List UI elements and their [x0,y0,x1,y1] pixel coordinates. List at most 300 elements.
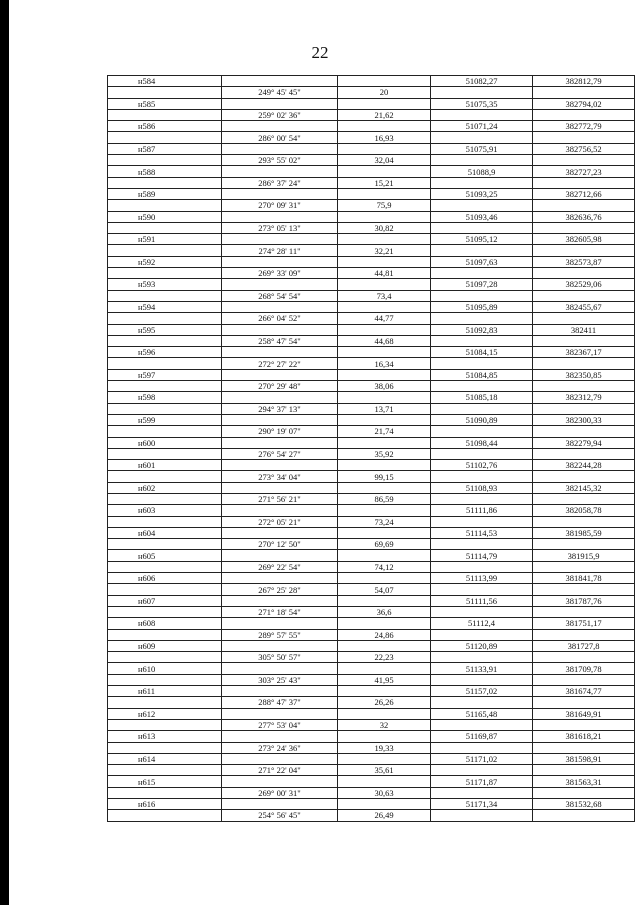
y-coordinate-cell: 381563,31 [533,776,635,787]
y-coordinate-cell [533,742,635,753]
direction-angle-cell: 303° 25' 43" [222,674,338,685]
direction-angle-cell: 258° 47' 54" [222,335,338,346]
point-row [108,505,635,516]
direction-angle-cell [222,686,338,697]
segment-row [108,765,635,776]
point-name-cell [108,787,222,798]
point-name-cell: н613 [108,731,222,742]
distance-cell [338,369,431,380]
point-name-cell: н614 [108,753,222,764]
direction-angle-cell: 271° 18' 54" [222,606,338,617]
segment-row [108,358,635,369]
distance-cell [338,527,431,538]
segment-row [108,674,635,685]
distance-cell [338,595,431,606]
distance-cell [338,347,431,358]
direction-angle-cell [222,527,338,538]
point-row [108,76,635,87]
y-coordinate-cell [533,810,635,821]
point-row [108,573,635,584]
distance-cell: 15,21 [338,177,431,188]
distance-cell: 16,34 [338,358,431,369]
x-coordinate-cell [431,697,533,708]
x-coordinate-cell [431,381,533,392]
point-name-cell [108,268,222,279]
distance-cell [338,776,431,787]
point-row [108,324,635,335]
point-name-cell [108,200,222,211]
x-coordinate-cell: 51085,18 [431,392,533,403]
y-coordinate-cell: 382350,85 [533,369,635,380]
x-coordinate-cell: 51111,86 [431,505,533,516]
point-row [108,121,635,132]
distance-cell [338,301,431,312]
point-row [108,143,635,154]
point-name-cell [108,403,222,414]
y-coordinate-cell: 382636,76 [533,211,635,222]
segment-row [108,177,635,188]
point-name-cell: н600 [108,437,222,448]
direction-angle-cell: 272° 05' 21" [222,516,338,527]
segment-row [108,87,635,98]
y-coordinate-cell [533,290,635,301]
direction-angle-cell: 266° 04' 52" [222,313,338,324]
point-row [108,708,635,719]
y-coordinate-cell: 381727,8 [533,640,635,651]
segment-row [108,313,635,324]
x-coordinate-cell [431,742,533,753]
x-coordinate-cell [431,471,533,482]
point-name-cell: н608 [108,618,222,629]
point-name-cell [108,810,222,821]
point-name-cell [108,87,222,98]
point-row [108,256,635,267]
point-name-cell: н610 [108,663,222,674]
direction-angle-cell [222,460,338,471]
direction-angle-cell [222,76,338,87]
y-coordinate-cell: 381598,91 [533,753,635,764]
y-coordinate-cell: 382312,79 [533,392,635,403]
x-coordinate-cell [431,87,533,98]
x-coordinate-cell [431,584,533,595]
point-row [108,776,635,787]
distance-cell [338,640,431,651]
distance-cell: 44,77 [338,313,431,324]
point-name-cell: н609 [108,640,222,651]
direction-angle-cell [222,573,338,584]
segment-row [108,245,635,256]
y-coordinate-cell [533,245,635,256]
distance-cell [338,618,431,629]
distance-cell [338,234,431,245]
distance-cell: 32 [338,719,431,730]
x-coordinate-cell: 51084,15 [431,347,533,358]
direction-angle-cell: 270° 12' 50" [222,539,338,550]
point-name-cell: н598 [108,392,222,403]
distance-cell: 86,59 [338,493,431,504]
point-row [108,753,635,764]
distance-cell [338,76,431,87]
direction-angle-cell: 270° 29' 48" [222,381,338,392]
y-coordinate-cell [533,335,635,346]
point-name-cell [108,719,222,730]
segment-row [108,539,635,550]
direction-angle-cell: 254° 56' 45" [222,810,338,821]
distance-cell [338,392,431,403]
y-coordinate-cell: 382772,79 [533,121,635,132]
direction-angle-cell [222,392,338,403]
x-coordinate-cell: 51082,27 [431,76,533,87]
direction-angle-cell: 267° 25' 28" [222,584,338,595]
point-name-cell [108,109,222,120]
direction-angle-cell [222,595,338,606]
distance-cell: 21,74 [338,426,431,437]
distance-cell [338,663,431,674]
distance-cell: 75,9 [338,200,431,211]
y-coordinate-cell: 382244,28 [533,460,635,471]
point-name-cell: н601 [108,460,222,471]
y-coordinate-cell [533,426,635,437]
y-coordinate-cell [533,516,635,527]
distance-cell [338,324,431,335]
distance-cell: 73,24 [338,516,431,527]
distance-cell: 26,26 [338,697,431,708]
y-coordinate-cell: 381915,9 [533,550,635,561]
direction-angle-cell: 273° 05' 13" [222,222,338,233]
y-coordinate-cell [533,719,635,730]
direction-angle-cell: 274° 28' 11" [222,245,338,256]
x-coordinate-cell [431,652,533,663]
direction-angle-cell: 289° 57' 55" [222,629,338,640]
x-coordinate-cell: 51075,35 [431,98,533,109]
y-coordinate-cell [533,697,635,708]
x-coordinate-cell [431,313,533,324]
point-name-cell: н592 [108,256,222,267]
x-coordinate-cell [431,222,533,233]
point-row [108,640,635,651]
distance-cell [338,211,431,222]
x-coordinate-cell [431,335,533,346]
x-coordinate-cell: 51095,89 [431,301,533,312]
direction-angle-cell: 272° 27' 22" [222,358,338,369]
segment-row [108,742,635,753]
direction-angle-cell [222,369,338,380]
distance-cell [338,460,431,471]
x-coordinate-cell [431,539,533,550]
distance-cell: 30,63 [338,787,431,798]
x-coordinate-cell: 51090,89 [431,414,533,425]
point-row [108,799,635,810]
point-row [108,392,635,403]
y-coordinate-cell [533,403,635,414]
point-name-cell: н595 [108,324,222,335]
distance-cell [338,482,431,493]
x-coordinate-cell: 51102,76 [431,460,533,471]
distance-cell: 22,23 [338,652,431,663]
segment-row [108,200,635,211]
x-coordinate-cell: 51092,83 [431,324,533,335]
x-coordinate-cell: 51088,9 [431,166,533,177]
segment-row [108,561,635,572]
coordinates-table-body [108,76,635,822]
direction-angle-cell: 286° 37' 24" [222,177,338,188]
direction-angle-cell: 270° 09' 31" [222,200,338,211]
distance-cell: 44,68 [338,335,431,346]
point-name-cell [108,358,222,369]
direction-angle-cell [222,301,338,312]
page-number: 22 [311,43,329,62]
x-coordinate-cell: 51093,46 [431,211,533,222]
direction-angle-cell: 286° 00' 54" [222,132,338,143]
distance-cell [338,505,431,516]
distance-cell: 41,95 [338,674,431,685]
point-row [108,460,635,471]
y-coordinate-cell [533,381,635,392]
direction-angle-cell: 273° 24' 36" [222,742,338,753]
distance-cell: 38,06 [338,381,431,392]
y-coordinate-cell: 382279,94 [533,437,635,448]
distance-cell: 35,92 [338,448,431,459]
point-name-cell [108,493,222,504]
point-name-cell [108,222,222,233]
y-coordinate-cell: 382455,67 [533,301,635,312]
y-coordinate-cell: 382605,98 [533,234,635,245]
x-coordinate-cell: 51084,85 [431,369,533,380]
distance-cell [338,121,431,132]
y-coordinate-cell: 382145,32 [533,482,635,493]
direction-angle-cell: 273° 34' 04" [222,471,338,482]
point-name-cell: н584 [108,76,222,87]
scan-edge-bar [0,0,9,905]
point-name-cell: н588 [108,166,222,177]
direction-angle-cell: 293° 55' 02" [222,155,338,166]
direction-angle-cell: 271° 56' 21" [222,493,338,504]
y-coordinate-cell [533,132,635,143]
point-name-cell [108,245,222,256]
point-row [108,301,635,312]
point-name-cell [108,132,222,143]
y-coordinate-cell [533,584,635,595]
point-name-cell [108,426,222,437]
distance-cell: 69,69 [338,539,431,550]
x-coordinate-cell: 51075,91 [431,143,533,154]
distance-cell: 26,49 [338,810,431,821]
direction-angle-cell [222,640,338,651]
y-coordinate-cell [533,652,635,663]
point-name-cell: н589 [108,188,222,199]
direction-angle-cell [222,256,338,267]
x-coordinate-cell: 51097,28 [431,279,533,290]
point-name-cell [108,561,222,572]
direction-angle-cell: 288° 47' 37" [222,697,338,708]
point-name-cell [108,290,222,301]
direction-angle-cell [222,188,338,199]
y-coordinate-cell [533,222,635,233]
direction-angle-cell [222,505,338,516]
point-name-cell [108,155,222,166]
x-coordinate-cell: 51095,12 [431,234,533,245]
direction-angle-cell: 294° 37' 13" [222,403,338,414]
direction-angle-cell [222,776,338,787]
distance-cell: 24,86 [338,629,431,640]
segment-row [108,629,635,640]
y-coordinate-cell: 381618,21 [533,731,635,742]
segment-row [108,426,635,437]
distance-cell: 21,62 [338,109,431,120]
point-name-cell: н593 [108,279,222,290]
segment-row [108,448,635,459]
point-name-cell: н611 [108,686,222,697]
y-coordinate-cell: 382529,06 [533,279,635,290]
point-name-cell: н586 [108,121,222,132]
point-row [108,527,635,538]
y-coordinate-cell: 382367,17 [533,347,635,358]
y-coordinate-cell: 381841,78 [533,573,635,584]
point-name-cell: н587 [108,143,222,154]
y-coordinate-cell [533,448,635,459]
point-name-cell: н585 [108,98,222,109]
x-coordinate-cell [431,268,533,279]
point-name-cell [108,765,222,776]
segment-row [108,268,635,279]
y-coordinate-cell: 382794,02 [533,98,635,109]
point-row [108,731,635,742]
y-coordinate-cell: 382756,52 [533,143,635,154]
y-coordinate-cell [533,629,635,640]
point-row [108,211,635,222]
x-coordinate-cell [431,177,533,188]
x-coordinate-cell: 51114,79 [431,550,533,561]
point-row [108,686,635,697]
distance-cell: 74,12 [338,561,431,572]
direction-angle-cell [222,618,338,629]
point-row [108,234,635,245]
direction-angle-cell [222,482,338,493]
direction-angle-cell [222,550,338,561]
point-name-cell [108,516,222,527]
direction-angle-cell [222,753,338,764]
segment-row [108,493,635,504]
distance-cell [338,256,431,267]
point-name-cell [108,674,222,685]
y-coordinate-cell: 381985,59 [533,527,635,538]
y-coordinate-cell: 382712,66 [533,188,635,199]
direction-angle-cell: 305° 50' 57" [222,652,338,663]
distance-cell [338,188,431,199]
x-coordinate-cell [431,426,533,437]
y-coordinate-cell: 382812,79 [533,76,635,87]
x-coordinate-cell [431,200,533,211]
y-coordinate-cell [533,177,635,188]
segment-row [108,403,635,414]
x-coordinate-cell [431,516,533,527]
y-coordinate-cell [533,561,635,572]
point-name-cell [108,652,222,663]
direction-angle-cell [222,347,338,358]
distance-cell [338,708,431,719]
x-coordinate-cell [431,403,533,414]
y-coordinate-cell [533,493,635,504]
x-coordinate-cell: 51097,63 [431,256,533,267]
point-name-cell: н590 [108,211,222,222]
distance-cell: 16,93 [338,132,431,143]
direction-angle-cell: 269° 22' 54" [222,561,338,572]
distance-cell [338,166,431,177]
y-coordinate-cell: 381751,17 [533,618,635,629]
y-coordinate-cell [533,787,635,798]
y-coordinate-cell: 381649,91 [533,708,635,719]
distance-cell: 13,71 [338,403,431,414]
point-row [108,279,635,290]
segment-row [108,787,635,798]
x-coordinate-cell: 51157,02 [431,686,533,697]
point-name-cell [108,335,222,346]
x-coordinate-cell: 51120,89 [431,640,533,651]
direction-angle-cell: 269° 33' 09" [222,268,338,279]
distance-cell: 35,61 [338,765,431,776]
point-row [108,166,635,177]
segment-row [108,381,635,392]
point-name-cell [108,629,222,640]
y-coordinate-cell [533,109,635,120]
point-row [108,595,635,606]
y-coordinate-cell [533,765,635,776]
direction-angle-cell: 268° 54' 54" [222,290,338,301]
direction-angle-cell [222,663,338,674]
segment-row [108,516,635,527]
point-row [108,618,635,629]
x-coordinate-cell [431,561,533,572]
direction-angle-cell: 290° 19' 07" [222,426,338,437]
x-coordinate-cell [431,719,533,730]
point-row [108,347,635,358]
direction-angle-cell [222,211,338,222]
x-coordinate-cell [431,358,533,369]
point-row [108,414,635,425]
x-coordinate-cell: 51093,25 [431,188,533,199]
x-coordinate-cell [431,132,533,143]
point-row [108,188,635,199]
x-coordinate-cell: 51171,87 [431,776,533,787]
direction-angle-cell: 277° 53' 04" [222,719,338,730]
y-coordinate-cell: 381674,77 [533,686,635,697]
y-coordinate-cell: 381787,76 [533,595,635,606]
distance-cell: 20 [338,87,431,98]
direction-angle-cell [222,121,338,132]
x-coordinate-cell: 51114,53 [431,527,533,538]
x-coordinate-cell [431,810,533,821]
point-row [108,550,635,561]
direction-angle-cell [222,279,338,290]
y-coordinate-cell [533,606,635,617]
x-coordinate-cell: 51111,56 [431,595,533,606]
point-name-cell: н606 [108,573,222,584]
point-name-cell: н602 [108,482,222,493]
direction-angle-cell: 269° 00' 31" [222,787,338,798]
point-name-cell [108,584,222,595]
point-name-cell: н612 [108,708,222,719]
segment-row [108,109,635,120]
x-coordinate-cell: 51171,34 [431,799,533,810]
x-coordinate-cell [431,606,533,617]
x-coordinate-cell [431,155,533,166]
distance-cell: 44,81 [338,268,431,279]
point-name-cell [108,697,222,708]
y-coordinate-cell [533,539,635,550]
x-coordinate-cell: 51169,87 [431,731,533,742]
y-coordinate-cell: 382300,33 [533,414,635,425]
direction-angle-cell: 249° 45' 45" [222,87,338,98]
